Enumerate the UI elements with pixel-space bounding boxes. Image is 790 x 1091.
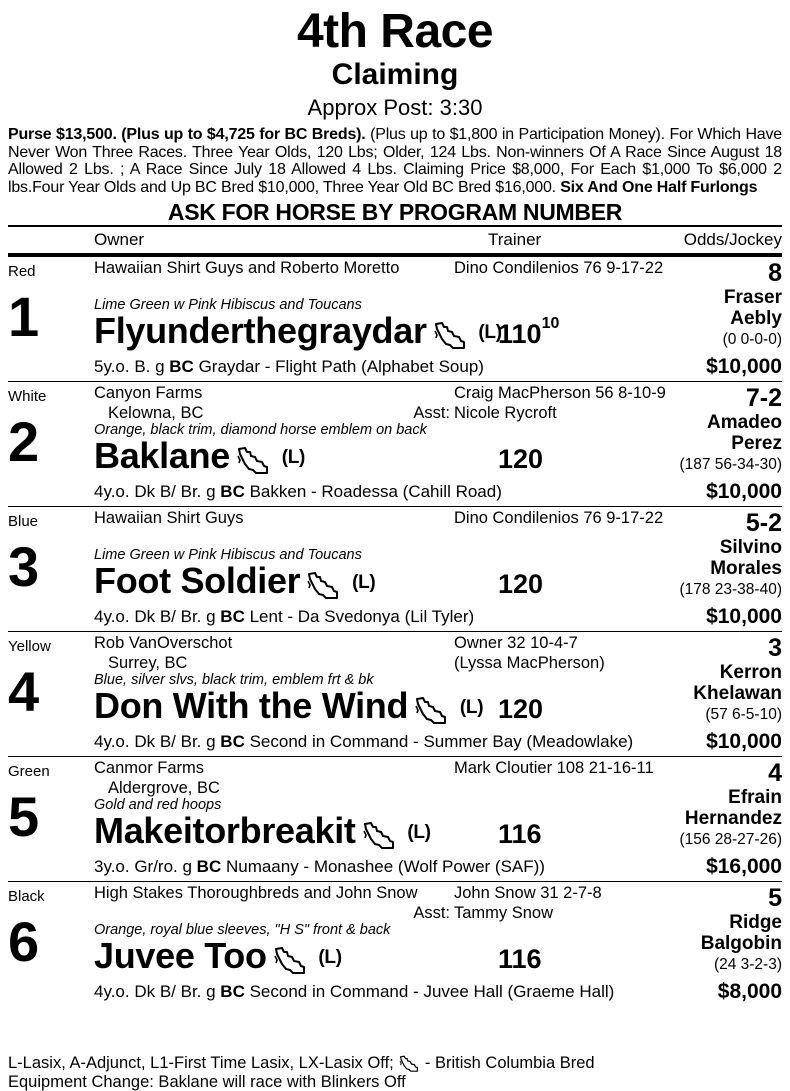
medication-code: (L) — [318, 947, 342, 969]
weight-value: 120 — [498, 444, 544, 474]
jockey-first-name: Silvino — [719, 537, 782, 558]
jockey-last-name: Morales — [710, 558, 782, 579]
trainer-name: Mark Cloutier 108 21-16-11 — [454, 759, 654, 777]
morning-line-odds: 4 — [768, 759, 782, 787]
jockey-stats: (24 3-2-3) — [713, 956, 782, 973]
bc-bred-mark: BC — [196, 857, 222, 876]
morning-line-odds: 5 — [768, 884, 782, 912]
jockey-last-name: Hernandez — [684, 808, 782, 829]
owner-name: High Stakes Thoroughbreds and John Snow — [94, 884, 418, 902]
race-entry — [8, 507, 782, 632]
legend-bc-text: - British Columbia Bred — [420, 1054, 595, 1072]
medication-code: (L) — [352, 572, 376, 594]
race-header — [0, 0, 790, 122]
silks-description: Gold and red hoops — [94, 797, 222, 813]
weight-value: 120 — [498, 569, 544, 599]
race-entry — [8, 632, 782, 757]
trainer-name: Dino Condilenios 76 9-17-22 — [454, 509, 664, 527]
silks-description: Lime Green w Pink Hibiscus and Toucans — [94, 547, 362, 563]
silks-description: Orange, black trim, diamond horse emblem on back — [94, 422, 427, 438]
age-sex: 4y.o. Dk B/ Br. g — [94, 732, 221, 751]
silks-description: Blue, silver slvs, black trim, emblem frt & bk — [94, 672, 374, 688]
weight — [498, 569, 543, 600]
owner-name: Rob VanOverschot — [94, 634, 233, 652]
jockey-stats: (57 6-5-10) — [705, 706, 782, 723]
bc-bred-mark: BC — [169, 357, 194, 376]
jockey-name — [701, 912, 782, 954]
breeding-line — [94, 857, 545, 877]
odds-jockey-column-header: Odds/Jockey — [683, 230, 782, 249]
medication-code: (L) — [407, 822, 431, 844]
jockey-first-name: Ridge — [729, 912, 782, 933]
program-number: 3 — [8, 535, 40, 598]
owner-name: Canmor Farms — [94, 759, 205, 777]
age-sex: 4y.o. Dk B/ Br. g — [94, 982, 221, 1001]
saddle-cloth-color: Red — [8, 263, 36, 280]
race-entry — [8, 882, 782, 1006]
weight — [498, 694, 543, 725]
medication-code: (L) — [478, 322, 502, 344]
jockey-last-name: Khelawan — [693, 683, 782, 704]
jockey-stats: (0 0-0-0) — [722, 331, 782, 348]
breeding-line — [94, 607, 474, 627]
program-number: 2 — [8, 410, 40, 473]
assistant-name: Tammy Snow — [454, 904, 554, 922]
assistant-trainer — [413, 404, 557, 423]
owner-location: Kelowna, BC — [108, 404, 204, 422]
bc-map-icon — [398, 1054, 420, 1072]
weight-value: 116 — [498, 819, 542, 849]
horse-name: Foot Soldier — [94, 560, 301, 601]
bc-map-icon — [433, 313, 467, 353]
saddle-cloth-color: Black — [8, 888, 45, 905]
saddle-cloth-color: White — [8, 388, 47, 405]
pedigree: Second in Command - Summer Bay (Meadowlake) — [244, 732, 634, 751]
owner-column-header: Owner — [94, 230, 145, 249]
jockey-name — [724, 287, 782, 329]
bc-map-icon — [362, 813, 396, 853]
bc-map-icon — [273, 938, 307, 978]
claiming-price: $10,000 — [706, 480, 782, 503]
claiming-price: $10,000 — [706, 730, 782, 753]
trainer-name: John Snow 31 2-7-8 — [454, 884, 602, 902]
weight-value: 110 — [498, 319, 542, 349]
jockey-last-name: Balgobin — [700, 933, 782, 954]
jockey-stats: (178 23-38-40) — [679, 581, 782, 598]
medication-code: (L) — [281, 447, 306, 469]
trainer-name: Craig MacPherson 56 8-10-9 — [454, 384, 666, 402]
horse-name-line — [94, 436, 305, 478]
pedigree: Second in Command - Juvee Hall (Graeme Hall) — [244, 982, 615, 1001]
jockey-first-name: Fraser — [723, 287, 782, 308]
weight — [498, 819, 542, 850]
program-number: 1 — [8, 285, 40, 348]
pedigree: Graydar - Flight Path (Alphabet Soup) — [193, 357, 484, 376]
assistant-label: Asst: — [413, 404, 450, 422]
pedigree: Numaany - Monashee (Wolf Power (SAF)) — [221, 857, 545, 876]
post-time: Approx Post: 3:30 — [307, 95, 483, 120]
age-sex: 3y.o. Gr/ro. g — [94, 857, 197, 876]
owner-location: Surrey, BC — [108, 654, 188, 672]
weight-value: 116 — [498, 944, 542, 974]
age-sex: 4y.o. Dk B/ Br. g — [94, 607, 221, 626]
bc-map-icon — [306, 563, 340, 603]
weight — [498, 444, 543, 475]
entries-list — [0, 257, 790, 1006]
program-number: 5 — [8, 785, 40, 848]
bc-map-icon — [414, 688, 448, 728]
jockey-name — [693, 662, 782, 704]
horse-name: Flyunderthegraydar — [94, 310, 427, 351]
morning-line-odds: 7-2 — [745, 384, 782, 412]
legend-text: L-Lasix, A-Adjunct, L1-First Time Lasix, LX-Lasix Off; — [8, 1054, 399, 1072]
jockey-name — [707, 412, 782, 454]
owner-name: Hawaiian Shirt Guys — [94, 509, 244, 527]
column-headers — [8, 227, 782, 253]
owner-location: Aldergrove, BC — [108, 779, 220, 797]
horse-name: Baklane — [94, 435, 230, 476]
horse-name-line — [94, 811, 431, 853]
conditions-body: (Plus up to $1,800 in Participation Money). For Which Have Never Won Three Races. Three Year Olds, 120 Lbs; Older, 124 Lbs. Non-winners Of A Race Since August 18 Allowed 2 Lbs. ; A Race Since July 18 Allowed 4 Lbs. Claiming Price $8,000, For Each $1,000 To $6,000 2 lbs.Four Year Olds and Up BC Bred $10,000, Three Year Old BC Bred $16,000. — [8, 126, 782, 196]
trainer-column-header: Trainer — [488, 230, 542, 249]
bc-bred-mark: BC — [220, 982, 245, 1001]
equipment-change: Equipment Change: Baklane will race with Blinkers Off — [8, 1072, 406, 1091]
pedigree: Bakken - Roadessa (Cahill Road) — [244, 482, 502, 501]
horse-name-line — [94, 561, 375, 603]
claiming-price: $8,000 — [717, 980, 782, 1003]
claiming-price: $10,000 — [706, 355, 782, 378]
horse-name-line — [94, 311, 502, 353]
morning-line-odds: 8 — [768, 259, 782, 287]
race-title: 4th Race — [296, 5, 494, 58]
jockey-first-name: Efrain — [728, 787, 782, 808]
weight-value: 120 — [498, 694, 544, 724]
owner-name: Hawaiian Shirt Guys and Roberto Moretto — [94, 259, 400, 277]
horse-name-line — [94, 686, 483, 728]
silks-description: Lime Green w Pink Hibiscus and Toucans — [94, 297, 362, 313]
saddle-cloth-color: Blue — [8, 513, 39, 530]
horse-name: Juvee Too — [94, 935, 267, 976]
trainer-name: Owner 32 10-4-7 — [454, 634, 578, 652]
morning-line-odds: 3 — [768, 634, 782, 662]
assistant-trainer — [413, 904, 554, 923]
program-number: 4 — [8, 660, 40, 723]
pedigree: Lent - Da Svedonya (Lil Tyler) — [244, 607, 475, 626]
trainer-name: Dino Condilenios 76 9-17-22 — [454, 259, 664, 277]
race-entry — [8, 257, 782, 382]
jockey-stats: (156 28-27-26) — [679, 831, 782, 848]
jockey-first-name: Kerron — [719, 662, 782, 683]
breeding-line — [94, 482, 502, 502]
bc-map-icon — [236, 438, 270, 478]
jockey-last-name: Aebly — [730, 308, 782, 329]
jockey-stats: (187 56-34-30) — [679, 456, 782, 473]
footer-legend — [8, 1054, 595, 1091]
jockey-name — [710, 537, 782, 579]
bc-bred-mark: BC — [220, 482, 245, 501]
race-entry — [8, 757, 782, 882]
horse-name: Don With the Wind — [94, 685, 409, 726]
ask-banner: ASK FOR HORSE BY PROGRAM NUMBER — [8, 200, 782, 227]
claiming-price: $16,000 — [706, 855, 782, 878]
breeding-line — [94, 982, 614, 1002]
jockey-name — [685, 787, 782, 829]
jockey-first-name: Amadeo — [707, 412, 782, 433]
weight — [498, 315, 560, 350]
saddle-cloth-color: Green — [8, 763, 50, 780]
age-sex: 5y.o. B. g — [94, 357, 170, 376]
horse-name-line — [94, 936, 342, 978]
purse-text: Purse $13,500. (Plus up to $4,725 for BC Breds). — [8, 126, 366, 143]
race-conditions — [8, 126, 782, 196]
age-sex: 4y.o. Dk B/ Br. g — [94, 482, 221, 501]
jockey-last-name: Perez — [731, 433, 782, 454]
claiming-price: $10,000 — [706, 605, 782, 628]
race-entry — [8, 382, 782, 507]
saddle-cloth-color: Yellow — [8, 638, 51, 655]
bc-bred-mark: BC — [220, 607, 245, 626]
owner-name: Canyon Farms — [94, 384, 203, 402]
breeding-line — [94, 357, 484, 377]
silks-description: Orange, royal blue sleeves, "H S" front & back — [94, 922, 391, 938]
assistant-name: Nicole Rycroft — [454, 404, 557, 422]
assistant-label: Asst: — [413, 904, 450, 922]
assistant-trainer — [454, 654, 605, 673]
program-number: 6 — [8, 910, 40, 973]
assistant-name: (Lyssa MacPherson) — [454, 654, 605, 672]
weight — [498, 944, 542, 975]
race-distance: Six And One Half Furlongs — [560, 178, 758, 196]
bc-bred-mark: BC — [220, 732, 245, 751]
weight-allowance: 10 — [541, 315, 560, 332]
horse-name: Makeitorbreakit — [94, 810, 356, 851]
breeding-line — [94, 732, 633, 752]
medication-code: (L) — [459, 697, 484, 719]
morning-line-odds: 5-2 — [745, 509, 782, 537]
race-type: Claiming — [331, 58, 459, 91]
